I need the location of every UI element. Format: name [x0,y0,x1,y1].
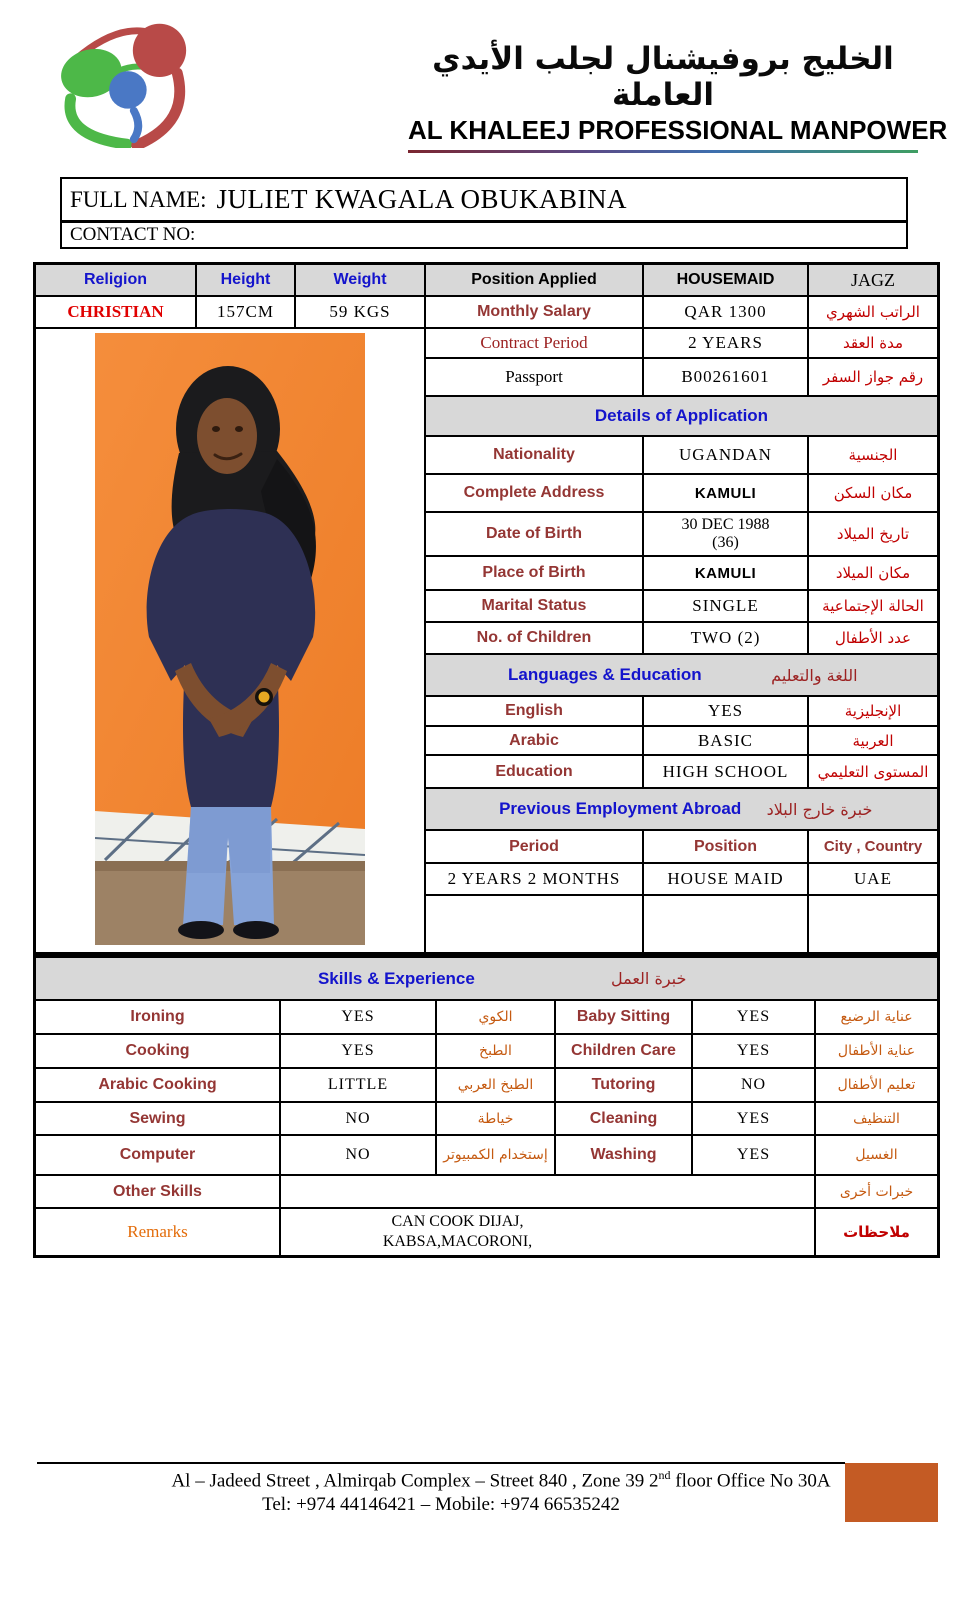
skill-arabic: الكوي [437,1001,556,1035]
marital-value: SINGLE [644,591,809,623]
religion-header: Religion [36,265,197,297]
arabic-row [426,727,937,756]
full-name-row [62,179,906,223]
skill-row-ironing [36,1001,937,1035]
skill-label: Arabic Cooking [36,1069,281,1103]
nationality-row [426,437,937,475]
applicant-photo-image [95,333,365,945]
skill-value: NO [693,1069,816,1103]
top-header-row [36,265,937,297]
remarks-value [281,1209,816,1255]
education-arabic: المستوى التعليمي [809,756,937,789]
marital-arabic: الحالة الإجتماعية [809,591,937,623]
skills-section-header [36,958,937,1001]
other-skills-label: Other Skills [36,1176,281,1209]
education-value: HIGH SCHOOL [644,756,809,789]
skill-arabic: الطبخ العربي [437,1069,556,1103]
nationality-label: Nationality [426,437,644,475]
other-skills-arabic: خبرات أخرى [816,1176,937,1209]
dob-arabic: تاريخ الميلاد [809,513,937,557]
agency-name-arabic: الخليج بروفيشنال لجلب الأيدي العاملة [432,41,894,113]
weight-header: Weight [296,265,426,297]
pob-arabic: مكان الميلاد [809,557,937,591]
marital-row [426,591,937,623]
skill-label: Baby Sitting [556,1001,693,1035]
period-value: 2 YEARS 2 MONTHS [426,864,644,896]
skill-value: YES [693,1001,816,1035]
skill-arabic: عناية الرضيع [816,1001,937,1035]
children-arabic: عدد الأطفال [809,623,937,655]
skill-arabic: إستخدام الكمبيوتر [437,1136,556,1176]
english-value: YES [644,697,809,727]
employment-values-row [426,864,937,896]
skill-value: NO [281,1103,437,1136]
monthly-salary-label: Monthly Salary [426,297,644,329]
empty-cell [644,896,809,952]
skill-label: Cooking [36,1035,281,1069]
children-label: No. of Children [426,623,644,655]
passport-arabic: رقم جواز السفر [809,359,937,397]
employment-section-header [426,789,937,831]
employment-empty-row [426,896,937,952]
position-applied-label: Position Applied [426,265,644,297]
religion-value: CHRISTIAN [36,297,197,329]
pob-label: Place of Birth [426,557,644,591]
footer-address-text: floor Office No 30A [670,1470,831,1492]
remarks-line-2: KABSA,MACORONI, [382,1233,533,1250]
header-divider [408,150,918,153]
skill-arabic: التنظيف [816,1103,937,1136]
skill-label: Sewing [36,1103,281,1136]
empty-cell [426,896,644,952]
city-country-header: City , Country [809,831,937,864]
skill-value: YES [281,1001,437,1035]
skill-value: NO [281,1136,437,1176]
skill-label: Computer [36,1136,281,1176]
address-row [426,475,937,513]
skill-arabic: الغسيل [816,1136,937,1176]
skill-arabic: الطبخ [437,1035,556,1069]
weight-value: 59 KGS [296,297,426,329]
dob-date: 30 DEC 1988 [681,515,770,533]
height-header: Height [197,265,296,297]
skill-value: YES [693,1103,816,1136]
other-skills-value [281,1176,816,1209]
details-section-header [426,397,937,437]
skill-row-cooking [36,1035,937,1069]
position-value-abroad: HOUSE MAID [644,864,809,896]
employment-section-title: Previous Employment Abroad [499,799,742,818]
period-header: Period [426,831,644,864]
monthly-salary-arabic: الراتب الشهري [809,297,937,329]
empty-cell [809,896,937,952]
footer [37,1462,845,1516]
children-value: TWO (2) [644,623,809,655]
dob-age: (36) [712,534,739,551]
city-country-value: UAE [809,864,937,896]
remarks-label: Remarks [36,1209,281,1255]
pob-row [426,557,937,591]
dob-row [426,513,937,557]
address-arabic: مكان السكن [809,475,937,513]
employment-header-row [426,831,937,864]
skills-section-title: Skills & Experience [317,968,475,988]
address-label: Complete Address [426,475,644,513]
skills-section-title-arabic: خبرة العمل [610,969,687,988]
remarks-row [36,1209,937,1255]
top-values-row [36,297,937,329]
contract-period-row [426,329,937,359]
agency-name-english: AL KHALEEJ PROFESSIONAL MANPOWER [408,115,948,146]
skills-table [33,955,940,1258]
languages-section-title-arabic: اللغة والتعليم [771,665,858,685]
monthly-salary-value: QAR 1300 [644,297,809,329]
english-row [426,697,937,727]
marital-label: Marital Status [426,591,644,623]
nationality-value: UGANDAN [644,437,809,475]
full-name-value: JULIET KWAGALA OBUKABINA [216,184,627,214]
contract-period-label: Contract Period [426,329,644,359]
skill-row-computer [36,1136,937,1176]
contract-period-arabic: مدة العقد [809,329,937,359]
passport-row [426,359,937,397]
footer-address-superscript: nd [658,1468,671,1482]
skill-arabic: عناية الأطفال [816,1035,937,1069]
skill-value: YES [693,1136,816,1176]
dob-value [644,513,809,557]
remarks-arabic: ملاحظات [843,1223,910,1241]
applicant-photo [36,329,426,952]
remarks-line-1: CAN COOK DIJAJ, [391,1213,524,1230]
skill-value: YES [693,1035,816,1069]
skill-label: Children Care [556,1035,693,1069]
skill-row-arabic-cooking [36,1069,937,1103]
contact-no-label: CONTACT NO: [70,224,196,245]
applicant-details-table [33,262,940,955]
footer-phone: Tel: +974 44146421 – Mobile: +974 66535242 [262,1494,620,1516]
employment-section-title-arabic: خبرة خارج البلاد [766,799,873,819]
footer-orange-box [845,1463,938,1522]
contract-period-value: 2 YEARS [644,329,809,359]
address-value: KAMULI [644,475,809,513]
arabic-value: BASIC [644,727,809,756]
skill-arabic: تعليم الأطفال [816,1069,937,1103]
footer-address-text: Al – Jadeed Street , Almirqab Complex – Street 840 , Zone 39 2 [171,1470,659,1492]
english-label: English [426,697,644,727]
arabic-arabic: العربية [809,727,937,756]
footer-address [37,1468,845,1492]
pob-value: KAMULI [644,557,809,591]
skill-label: Ironing [36,1001,281,1035]
skill-row-sewing [36,1103,937,1136]
skill-label: Tutoring [556,1069,693,1103]
details-section-title: Details of Application [594,406,769,425]
passport-label: Passport [426,359,644,397]
children-row [426,623,937,655]
arabic-label: Arabic [426,727,644,756]
skill-label: Cleaning [556,1103,693,1136]
skill-value: YES [281,1035,437,1069]
dob-label: Date of Birth [426,513,644,557]
languages-section-title: Languages & Education [508,665,702,684]
other-skills-row [36,1176,937,1209]
passport-value: B00261601 [644,359,809,397]
skill-value: LITTLE [281,1069,437,1103]
english-arabic: الإنجليزية [809,697,937,727]
details-panel [426,329,937,952]
photo-and-details-row [36,329,937,952]
nationality-arabic: الجنسية [809,437,937,475]
skill-arabic: خياطة [437,1103,556,1136]
position-value: HOUSEMAID [644,265,809,297]
agency-logo [40,14,198,148]
people-logo-icon [40,14,198,148]
name-box [60,177,908,249]
skill-label: Washing [556,1136,693,1176]
education-row [426,756,937,789]
position-header: Position [644,831,809,864]
education-label: Education [426,756,644,789]
full-name-label: FULL NAME: [70,186,207,212]
languages-section-header [426,655,937,697]
height-value: 157CM [197,297,296,329]
agency-code: JAGZ [809,265,937,297]
agency-header [408,41,948,153]
